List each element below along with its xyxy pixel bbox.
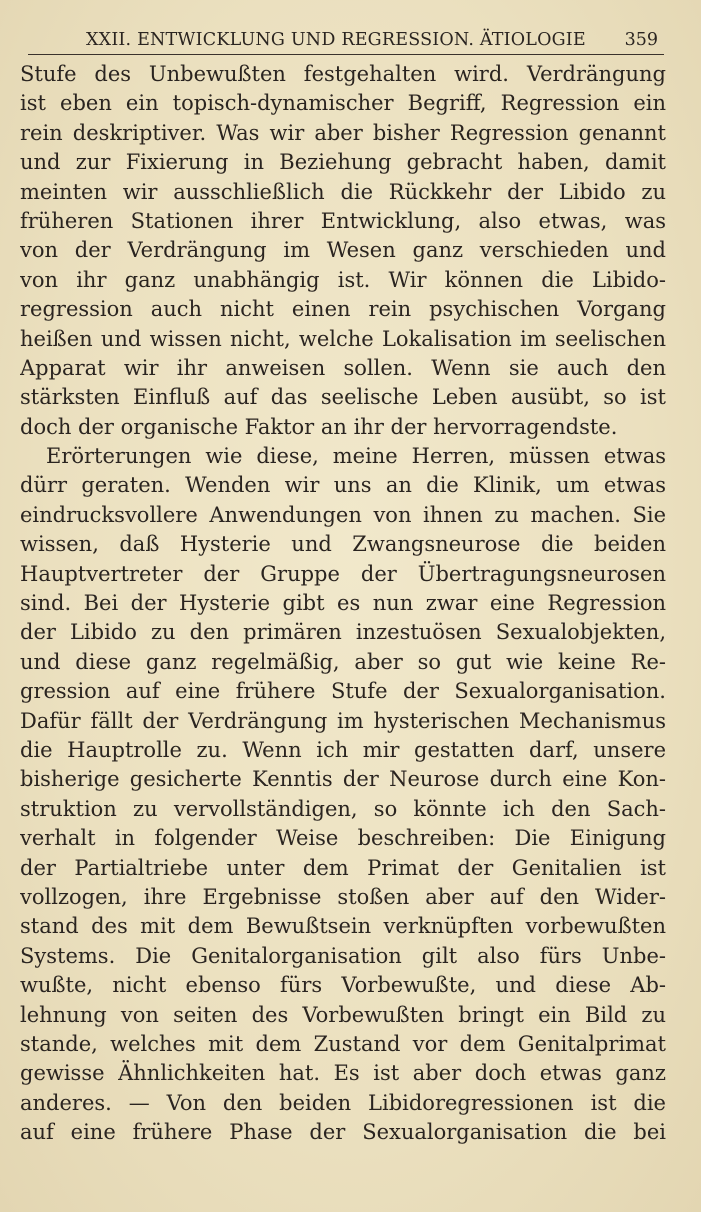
text-line: eindrucksvollere Anwendungen von ihnen zu machen. Sie [20, 502, 666, 527]
text-line: stande, welches mit dem Zustand vor dem Genitalprimat [20, 1031, 666, 1056]
text-line: stärksten Einfluß auf das seelische Leben ausübt, so ist [20, 385, 666, 410]
text-line: wußte, nicht ebenso fürs Vorbewußte, und diese Ab- [20, 973, 666, 998]
body-text [20, 60, 666, 1147]
text-line: regression auch nicht einen rein psychischen Vorgang [20, 297, 666, 322]
text-line: gewisse Ähnlichkeiten hat. Es ist aber doch etwas ganz [20, 1061, 666, 1086]
chapter-title: XXII. ENTWICKLUNG UND REGRESSION. ÄTIOLOGIE [86, 30, 586, 50]
text-line: lehnung von seiten des Vorbewußten bringt ein Bild zu [20, 1002, 666, 1027]
text-line: von der Verdrängung im Wesen ganz verschieden und [20, 238, 666, 263]
text-line: stand des mit dem Bewußtsein verknüpften vorbewußten [20, 914, 666, 939]
text-line: die Hauptrolle zu. Wenn ich mir gestatten darf, unsere [20, 737, 666, 762]
text-line: struktion zu vervollständigen, so könnte ich den Sach- [20, 796, 666, 821]
text-line: und diese ganz regelmäßig, aber so gut wie keine Re- [20, 649, 666, 674]
text-line: bisherige gesicherte Kenntis der Neurose durch eine Kon- [20, 767, 666, 792]
paragraph [20, 60, 666, 442]
text-line: Systems. Die Genitalorganisation gilt also fürs Unbe- [20, 943, 666, 968]
text-line: meinten wir ausschließlich die Rückkehr der Libido zu [20, 179, 666, 204]
text-line: Erörterungen wie diese, meine Herren, müssen etwas [46, 444, 666, 469]
page-number: 359 [624, 30, 658, 50]
text-line: heißen und wissen nicht, welche Lokalisation im seelischen [20, 326, 666, 351]
text-line: Stufe des Unbewußten festgehalten wird. Verdrängung [20, 62, 666, 86]
text-line: und zur Fixierung in Beziehung gebracht haben, damit [20, 150, 666, 175]
text-line: rein deskriptiver. Was wir aber bisher Regression genannt [20, 120, 666, 145]
text-line: Dafür fällt der Verdrängung im hysterischen Mechanismus [20, 708, 666, 733]
text-line: der Libido zu den primären inzestuösen Sexualobjekten, [20, 620, 666, 645]
text-line: auf eine frühere Phase der Sexualorganisation die bei [20, 1120, 666, 1145]
running-head [28, 28, 664, 55]
text-line: Hauptvertreter der Gruppe der Übertragungsneurosen [20, 561, 666, 586]
text-line: verhalt in folgender Weise beschreiben: Die Einigung [20, 826, 666, 851]
text-line: ist eben ein topisch-dynamischer Begriff, Regression ein [20, 91, 666, 116]
text-line: der Partialtriebe unter dem Primat der Genitalien ist [20, 855, 666, 880]
text-line: früheren Stationen ihrer Entwicklung, also etwas, was [20, 208, 666, 233]
text-line: dürr geraten. Wenden wir uns an die Klinik, um etwas [20, 473, 666, 498]
paragraph [20, 442, 666, 1147]
text-line: Apparat wir ihr anweisen sollen. Wenn sie auch den [20, 355, 666, 380]
text-line: wissen, daß Hysterie und Zwangsneurose die beiden [20, 532, 666, 557]
text-line: anderes. — Von den beiden Libidoregressionen ist die [20, 1090, 666, 1115]
text-line: gression auf eine frühere Stufe der Sexualorganisation. [20, 679, 666, 704]
text-line: doch der organische Faktor an ihr der hervorragendste. [20, 414, 618, 439]
text-line: vollzogen, ihre Ergebnisse stoßen aber auf den Wider- [20, 884, 666, 909]
text-line: sind. Bei der Hysterie gibt es nun zwar eine Regression [20, 591, 666, 616]
text-line: von ihr ganz unabhängig ist. Wir können die Libido- [20, 267, 666, 292]
